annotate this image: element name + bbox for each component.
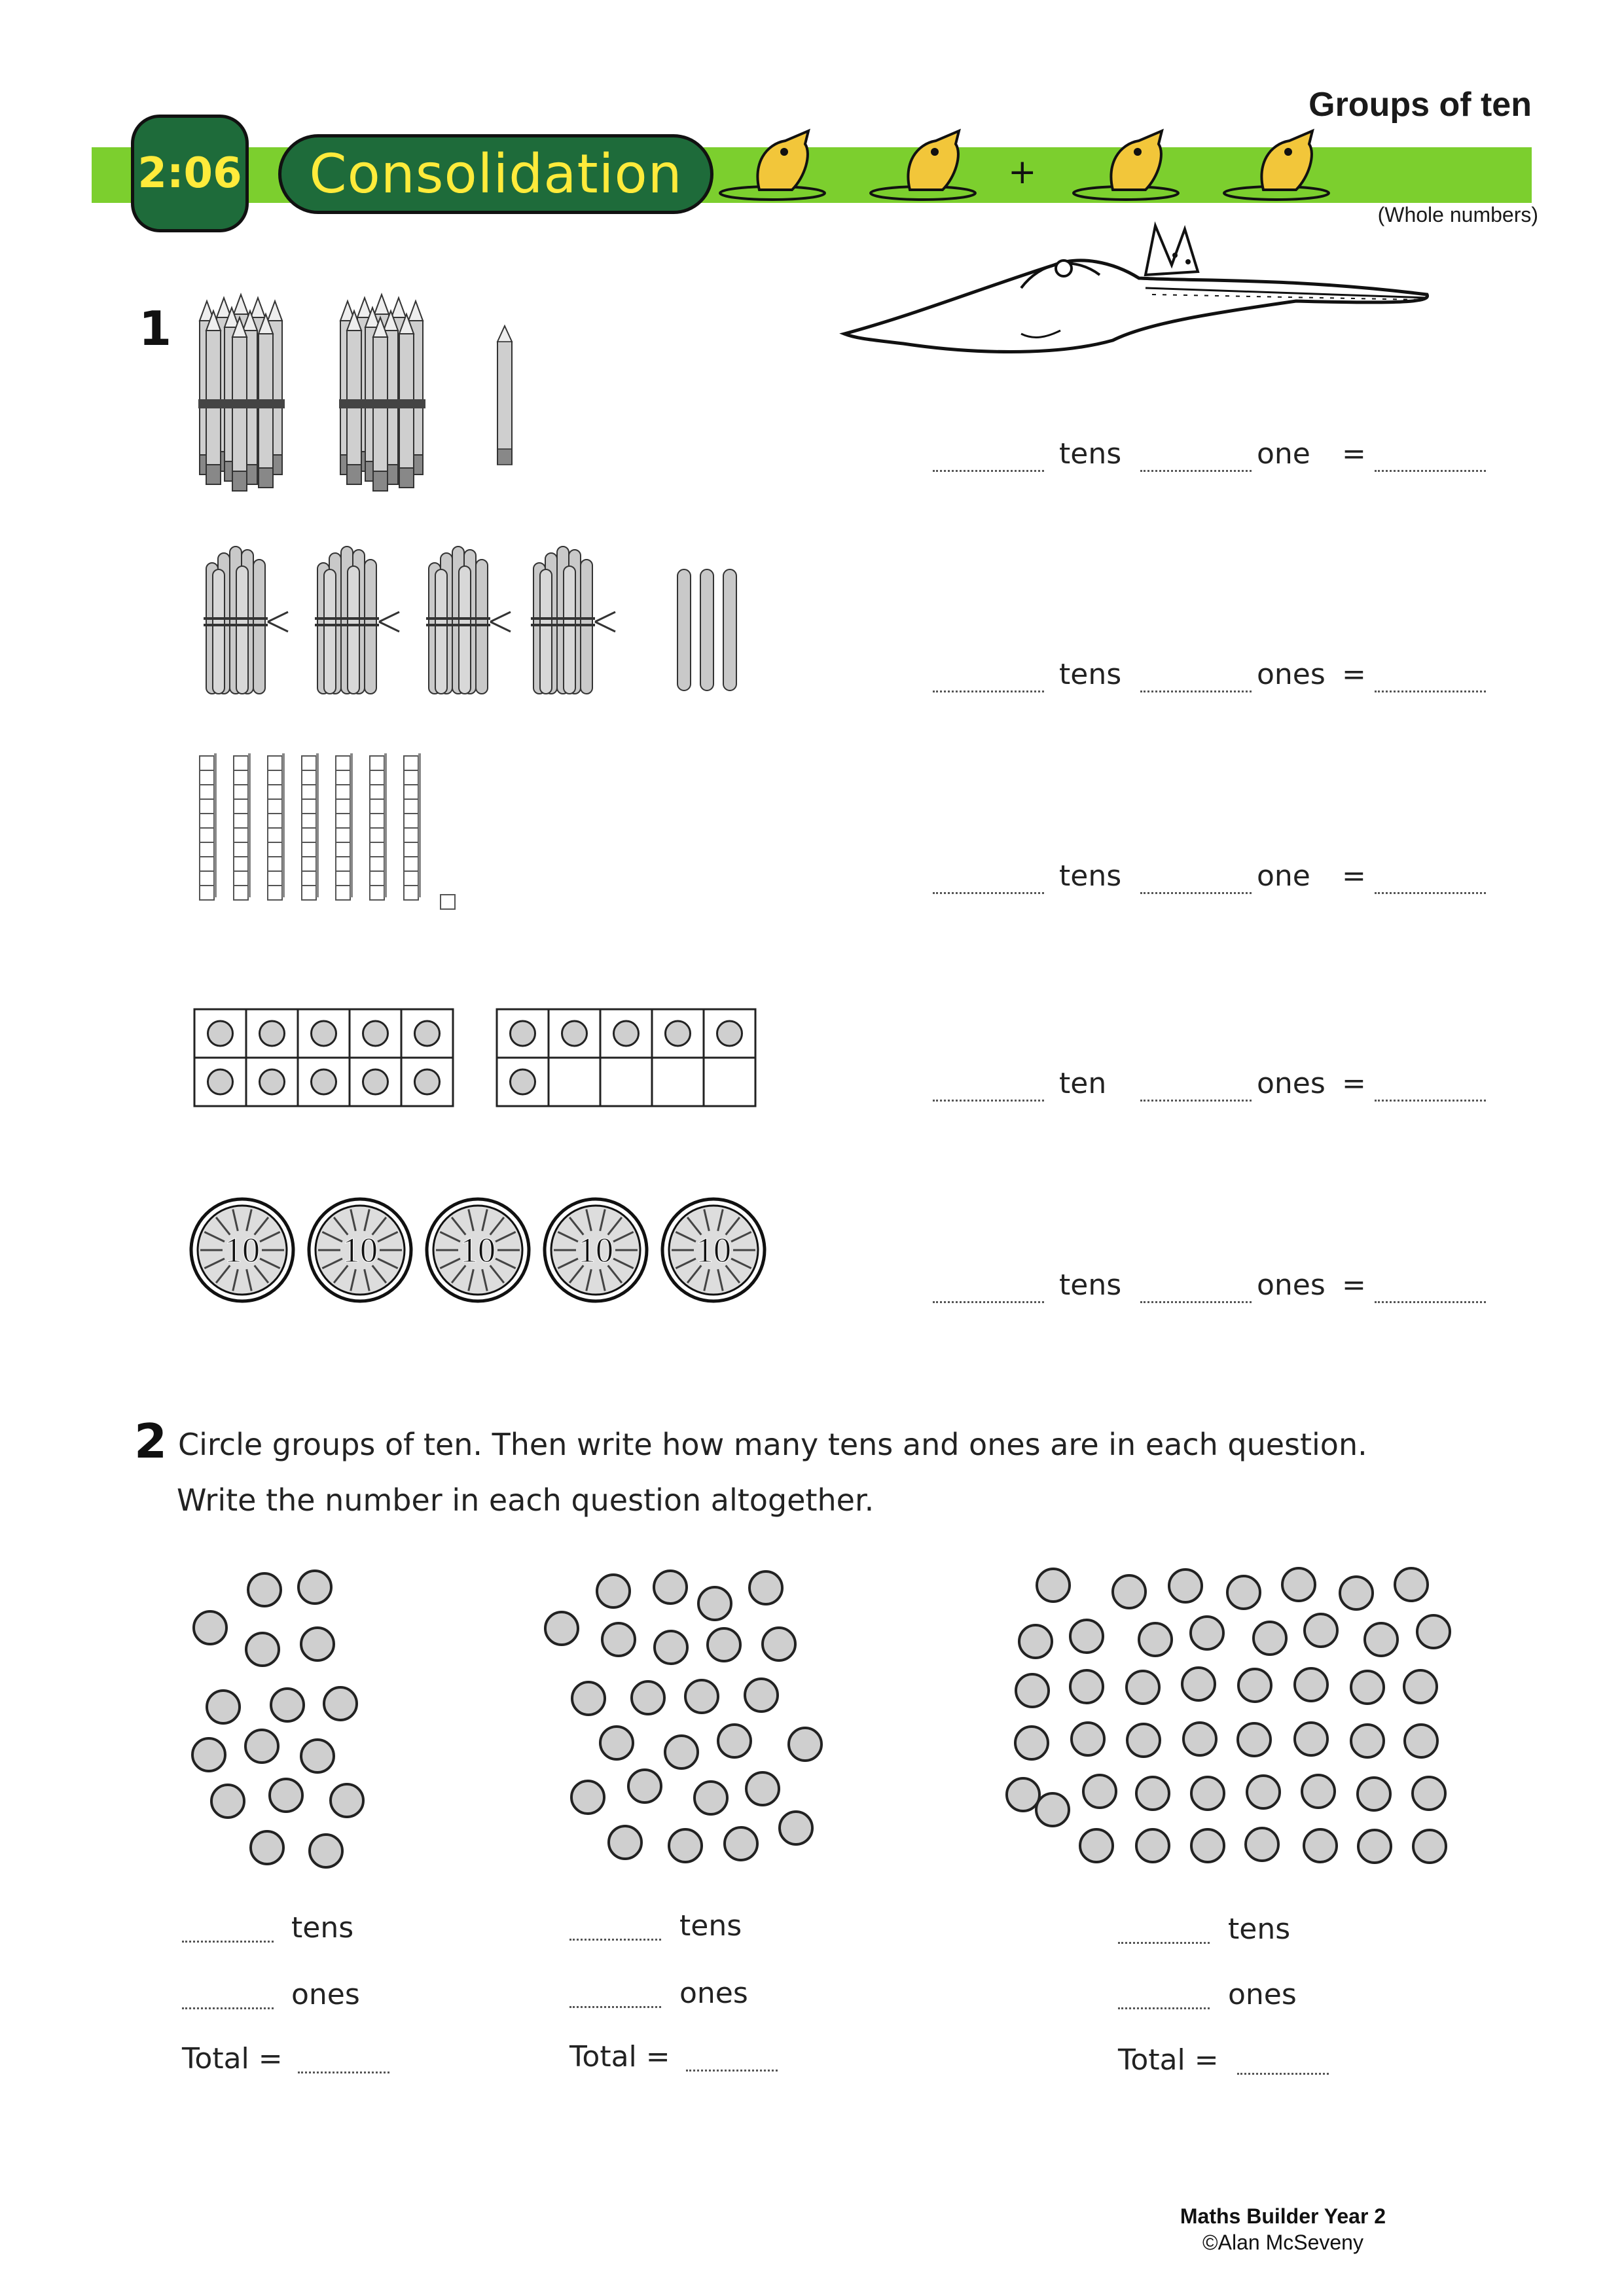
counter [1404,1670,1437,1703]
counter [545,1612,578,1645]
ten-frames-picture [193,1008,763,1113]
counter [312,1021,336,1046]
ten-cent-coins-picture [187,1194,776,1306]
counter [1295,1668,1327,1701]
ones-label: one [1257,437,1310,471]
counter [1015,1727,1048,1759]
tens-label: tens [1059,859,1122,893]
ones-blank[interactable] [182,2007,274,2009]
counter [192,1738,225,1771]
coin-value: 10 [225,1230,260,1270]
ones-blank[interactable] [1140,470,1252,472]
ones-blank[interactable] [569,2006,661,2008]
ten-frame [497,1009,755,1106]
tens-label: ten [1059,1067,1107,1100]
counter [1169,1570,1202,1602]
counter [1395,1568,1428,1601]
section-title: Consolidation [278,134,713,214]
stick-bundle [315,547,399,694]
counter [1127,1671,1159,1704]
ones-label: ones [1257,658,1326,691]
ones-label: ones [1257,1067,1326,1100]
ones-blank[interactable] [1140,892,1252,894]
ones-blank[interactable] [1140,1100,1252,1102]
ten-rod [268,753,285,900]
topic-subtitle: (Whole numbers) [1377,203,1538,226]
unit-badge: 2:06 [131,115,249,232]
tens-blank[interactable] [1118,1942,1210,1944]
ones-blank[interactable] [1118,2007,1210,2009]
ten-rod [336,753,353,900]
tens-blank[interactable] [182,1941,274,1943]
total-blank[interactable] [298,2072,389,2073]
counter [1139,1623,1172,1656]
ones-label: ones [679,1977,748,2010]
creature-icon [871,131,975,200]
counter [725,1827,757,1860]
question-2-instruction-line-2: Write the number in each question altogether. [177,1482,875,1518]
tens-label: tens [1059,437,1122,471]
counter [331,1784,363,1817]
ten-cent-coin [427,1199,529,1301]
counter [415,1069,440,1094]
equals-sign: = [1342,1268,1366,1302]
counter [298,1571,331,1604]
ten-rod [370,753,387,900]
ten-rod [234,753,251,900]
counter [1238,1723,1271,1756]
counter [363,1069,388,1094]
ten-rod [200,753,217,900]
ones-blank[interactable] [1140,1301,1252,1303]
counter [745,1679,778,1712]
tens-blank[interactable] [933,1301,1044,1303]
footer-copyright: ©Alan McSeveny [1202,2231,1363,2254]
counter [614,1021,639,1046]
tens-blank[interactable] [569,1939,661,1941]
counter [248,1573,281,1606]
equals-sign: = [1342,658,1366,691]
ten-rod [404,753,421,900]
counter [1191,1829,1224,1862]
counter [194,1611,226,1644]
counter [310,1835,342,1867]
ones-label: ones [291,1978,360,2011]
counter [511,1069,535,1094]
counter [211,1785,244,1818]
counter [363,1021,388,1046]
tens-blank[interactable] [933,691,1044,692]
ten-rod [302,753,319,900]
question-2-number: 2 [134,1414,168,1469]
total-label: Total = [182,2042,283,2075]
counter-group [545,1571,821,1862]
counter [1136,1829,1169,1862]
total-blank[interactable] [1375,1301,1486,1303]
counter [1182,1668,1215,1700]
counter [1016,1674,1049,1707]
counter [1036,1793,1069,1826]
counter [301,1628,334,1660]
counter [655,1631,687,1664]
counter [260,1069,285,1094]
counter [1282,1568,1315,1601]
counter [1246,1828,1278,1861]
total-blank[interactable] [1237,2073,1329,2075]
total-blank[interactable] [1375,470,1486,472]
tens-label: tens [1228,1912,1291,1946]
ones-label: one [1257,859,1310,893]
counter [270,1779,302,1812]
counter [301,1740,334,1772]
counter [763,1628,795,1660]
counter [654,1571,687,1604]
counter [1413,1830,1446,1863]
counter [1358,1830,1391,1863]
stick-bundle [204,547,288,694]
single-stick [723,569,736,691]
counter [572,1682,605,1715]
counter [1295,1723,1327,1755]
counter [415,1021,440,1046]
header-creatures-illustration [713,124,1368,209]
counter [1127,1724,1160,1757]
single-pencil [497,326,512,465]
counter [1037,1569,1070,1602]
counter [1305,1614,1337,1647]
counter [312,1069,336,1094]
counter [780,1812,812,1844]
coin-value: 10 [342,1230,378,1270]
counter [260,1021,285,1046]
counter [597,1575,630,1607]
question-1-number: 1 [139,301,172,356]
creature-icon [1074,131,1178,200]
pencil-bundle [198,295,285,491]
counter [628,1770,661,1803]
ten-cent-coin [191,1199,293,1301]
tens-label: tens [1059,658,1122,691]
counter [1019,1625,1052,1658]
counter [251,1831,283,1864]
counter [665,1736,698,1768]
counter [669,1829,702,1862]
counter [1238,1669,1271,1702]
ones-blank[interactable] [1140,691,1252,692]
ones-label: ones [1228,1978,1297,2011]
single-stick [700,569,713,691]
tens-blank[interactable] [933,1100,1044,1102]
counter [1417,1615,1450,1648]
equals-sign: = [1342,437,1366,471]
stingray-illustration [838,216,1440,367]
counter [1304,1829,1337,1862]
total-blank[interactable] [1375,1100,1486,1102]
single-stick [677,569,691,691]
counter [245,1730,278,1763]
counter [208,1021,233,1046]
equals-sign: = [1342,1067,1366,1100]
total-blank[interactable] [686,2070,778,2072]
counter [632,1681,664,1714]
ten-cent-coin [309,1199,411,1301]
counter [207,1691,240,1723]
counter [1302,1775,1335,1808]
counter [1405,1725,1437,1757]
pencil-bundles-picture [193,295,533,484]
tens-blank[interactable] [933,470,1044,472]
counter [1365,1623,1398,1656]
counter [749,1571,782,1604]
counter [1413,1777,1445,1810]
total-label: Total = [1118,2043,1219,2077]
counter [685,1680,718,1713]
counter [1358,1778,1390,1810]
counter [1340,1577,1373,1609]
counter [324,1687,357,1720]
counter [1136,1777,1169,1810]
counter [1254,1622,1286,1655]
total-blank[interactable] [1375,691,1486,692]
counter [1191,1777,1224,1810]
counter [1227,1576,1260,1609]
plus-sign: + [1008,152,1037,192]
counter [746,1772,779,1805]
coin-value: 10 [460,1230,496,1270]
counter [717,1021,742,1046]
counter [571,1781,604,1814]
counter [789,1728,821,1761]
creature-icon [720,131,825,200]
topic-title: Groups of ten [1308,86,1532,124]
counters-groups-picture [177,1558,1486,1872]
counter [271,1689,304,1721]
counter [1113,1575,1146,1608]
ten-frame [194,1009,453,1106]
counter [602,1623,635,1656]
counter [562,1021,587,1046]
total-label: Total = [569,2040,670,2073]
counter [1351,1671,1384,1704]
stick-bundle [426,547,511,694]
counter [600,1727,633,1759]
counter [666,1021,691,1046]
counter [708,1628,740,1661]
equals-sign: = [1342,859,1366,893]
counter [246,1633,279,1666]
counter [511,1021,535,1046]
counter [1070,1620,1103,1653]
unit-cube [441,895,455,909]
creature-icon [1224,131,1329,200]
tens-label: tens [1059,1268,1122,1302]
counter-group [1007,1568,1450,1863]
counter [1247,1776,1280,1808]
ten-cent-coin [662,1199,765,1301]
footer-book-title: Maths Builder Year 2 [1180,2204,1386,2228]
counter [1183,1723,1216,1755]
stick-bundle [531,547,615,694]
total-blank[interactable] [1375,892,1486,894]
pencil-bundle [339,295,425,491]
ones-label: ones [1257,1268,1326,1302]
bundled-sticks-picture [196,543,759,700]
counter [609,1826,641,1859]
coin-value: 10 [696,1230,731,1270]
counter [1083,1775,1116,1808]
counter [695,1782,727,1814]
counter [1007,1778,1039,1811]
tens-blank[interactable] [933,892,1044,894]
counter-group [192,1571,363,1867]
counter [1351,1725,1384,1757]
counter [1072,1723,1104,1755]
tens-label: tens [291,1911,354,1945]
counter [698,1587,731,1620]
counter [718,1725,751,1757]
base-ten-blocks-picture [193,749,468,913]
tens-label: tens [679,1909,742,1943]
counter [1080,1829,1113,1862]
counter [1191,1617,1223,1649]
counter [208,1069,233,1094]
question-2-instruction-line-1: Circle groups of ten. Then write how many tens and ones are in each question. [178,1427,1367,1462]
coin-value: 10 [578,1230,613,1270]
counter [1070,1670,1103,1703]
ten-cent-coin [545,1199,647,1301]
